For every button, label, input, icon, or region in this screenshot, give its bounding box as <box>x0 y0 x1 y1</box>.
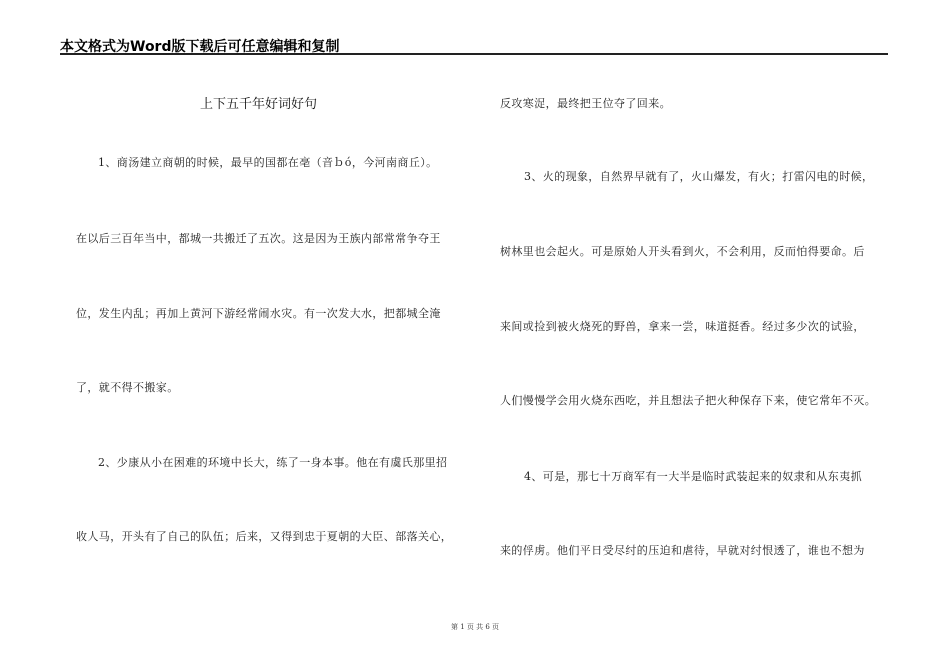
paragraph-line: 在以后三百年当中，都城一共搬迁了五次。这是因为王族内部常常争夺王 <box>76 232 441 245</box>
paragraph-line: 了，就不得不搬家。 <box>76 381 179 394</box>
paragraph-line: 反攻寒浞，最终把王位夺了回来。 <box>500 97 671 110</box>
page-number: 第 1 页 共 6 页 <box>450 623 500 631</box>
paragraph-line: 来间或捡到被火烧死的野兽，拿来一尝，味道挺香。经过多少次的试验， <box>500 320 865 333</box>
paragraph-line: 3、火的现象，自然界早就有了，火山爆发，有火；打雷闪电的时候， <box>524 170 874 183</box>
header-divider <box>60 53 888 55</box>
paragraph-line: 收人马，开头有了自己的队伍；后来，又得到忠于夏朝的大臣、部落关心， <box>76 530 453 543</box>
document-title: 上下五千年好词好句 <box>200 97 318 112</box>
paragraph-line: 2、少康从小在困难的环境中长大，练了一身本事。他在有虞氏那里招 <box>98 456 448 469</box>
paragraph-line: 来的俘虏。他们平日受尽纣的压迫和虐待，早就对纣恨透了，谁也不想为 <box>500 544 865 557</box>
paragraph-line: 树林里也会起火。可是原始人开头看到火，不会利用，反而怕得要命。后 <box>500 245 865 258</box>
paragraph-line: 位，发生内乱；再加上黄河下游经常闹水灾。有一次发大水，把都城全淹 <box>76 307 441 320</box>
paragraph-line: 1、商汤建立商朝的时候，最早的国都在亳（音ｂó，今河南商丘）。 <box>98 156 438 169</box>
page-header: 本文格式为Word版下载后可任意编辑和复制 <box>60 39 340 55</box>
paragraph-line: 4、可是，那七十万商军有一大半是临时武装起来的奴隶和从东夷抓 <box>524 470 862 483</box>
paragraph-line: 人们慢慢学会用火烧东西吃，并且想法子把火种保存下来，使它常年不灭。 <box>500 394 877 407</box>
